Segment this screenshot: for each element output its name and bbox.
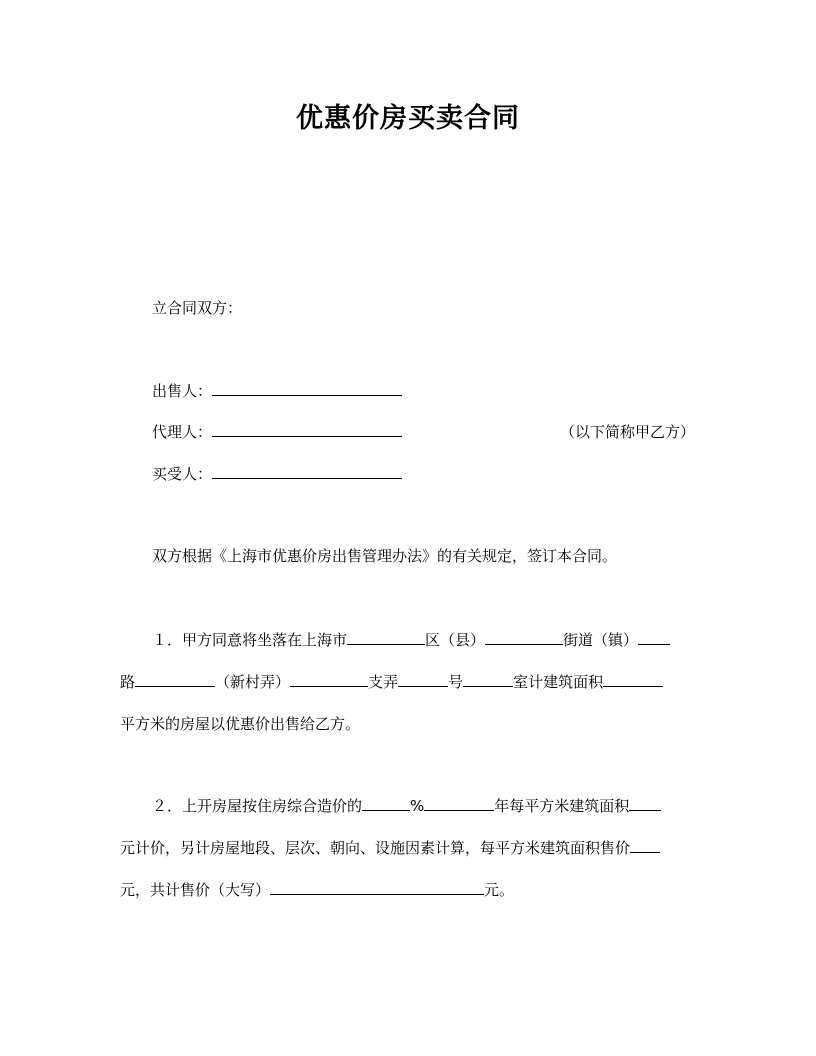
agent-line <box>152 422 402 442</box>
clause2-text: % <box>410 797 425 815</box>
clause2-number: ２． <box>152 797 183 815</box>
clause2-line3 <box>120 880 514 900</box>
clause2-line1 <box>152 796 661 816</box>
number-blank <box>463 672 513 687</box>
seller-line <box>152 381 402 401</box>
agent-blank <box>212 422 402 437</box>
district-blank <box>347 630 425 645</box>
clause1-text: 区（县） <box>425 631 486 649</box>
total-price-blank <box>270 880 484 895</box>
percent-blank <box>362 796 410 811</box>
parties-intro: 立合同双方： <box>152 299 243 317</box>
clause1-line1 <box>152 630 670 650</box>
clause1-number: １． <box>152 631 183 649</box>
clause1-line2 <box>120 672 663 692</box>
preamble: 双方根据《上海市优惠价房出售管理办法》的有关规定，签订本合同。 <box>152 547 618 565</box>
buyer-label: 买受人： <box>152 465 213 483</box>
clause1-text: 号 <box>448 673 464 691</box>
seller-blank <box>212 381 402 396</box>
clause2-line2 <box>120 838 660 858</box>
clause1-text: 路 <box>120 673 136 691</box>
clause1-line3: 平方米的房屋以优惠价出售给乙方。 <box>120 715 361 733</box>
buyer-line <box>152 464 402 484</box>
unit-price-blank <box>630 838 660 853</box>
road-name-blank <box>135 672 215 687</box>
clause2-text: 元。 <box>484 881 515 899</box>
year-blank <box>424 796 494 811</box>
clause2-text: 年每平方米建筑面积 <box>494 797 630 815</box>
buyer-blank <box>212 464 402 479</box>
clause1-text: （新村弄） <box>215 673 291 691</box>
street-blank <box>485 630 563 645</box>
clause2-text: 元，共计售价（大写） <box>120 881 271 899</box>
clause2-text: 上开房屋按住房综合造价的 <box>182 797 363 815</box>
sublane-blank <box>398 672 448 687</box>
clause1-text: 室计建筑面积 <box>513 673 604 691</box>
seller-label: 出售人： <box>152 382 213 400</box>
unit-cost-blank <box>629 796 661 811</box>
lane-blank <box>290 672 368 687</box>
agent-label: 代理人： <box>152 423 213 441</box>
road-blank <box>638 630 670 645</box>
page-title: 优惠价房买卖合同 <box>296 103 520 134</box>
clause1-text: 支弄 <box>368 673 399 691</box>
clause1-text: 街道（镇） <box>563 631 639 649</box>
clause1-text: 甲方同意将坐落在上海市 <box>182 631 348 649</box>
clause2-text: 元计价，另计房屋地段、层次、朝向、设施因素计算，每平方米建筑面积售价 <box>120 839 631 857</box>
abbrev-note: （以下简称甲乙方） <box>560 423 696 441</box>
area-blank <box>603 672 663 687</box>
